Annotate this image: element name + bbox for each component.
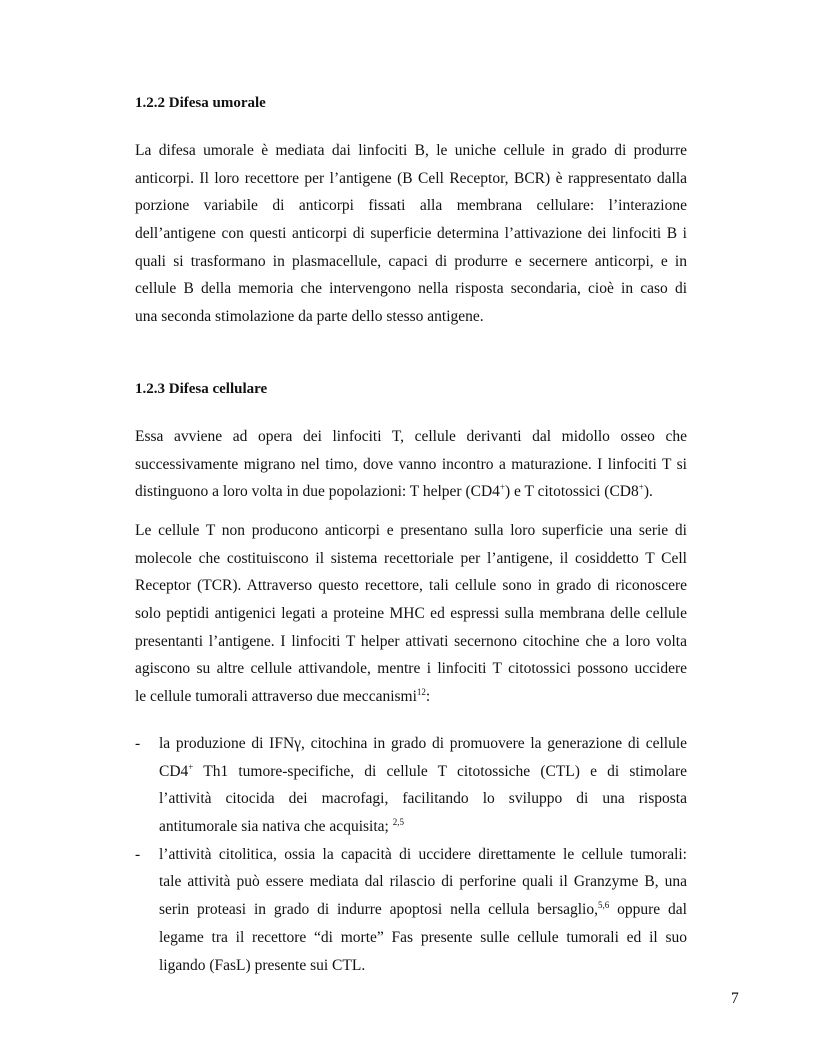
list-item-text: [159, 841, 687, 979]
cellular-paragraph-1: [135, 423, 687, 506]
section-heading-cellular: 1.2.3 Difesa cellulare: [135, 381, 268, 397]
text-line: cellule B della memoria che intervengono nella risposta secondaria, cioè in caso di: [135, 280, 687, 298]
text-line: l’attività citolitica, ossia la capacità di uccidere direttamente le cellule tumorali:: [159, 845, 687, 863]
humoral-paragraph: [135, 137, 687, 331]
section-heading-humoral: 1.2.2 Difesa umorale: [135, 95, 266, 111]
text-line: successivamente migrano nel timo, dove vanno incontro a maturazione. I linfociti T si: [135, 455, 687, 473]
text-line: distinguono a loro volta in due popolazioni: T helper (CD4+) e T citotossici (CD8+).: [135, 482, 653, 501]
text-line: le cellule tumorali attraverso due meccanismi$^{12}$:: [135, 687, 431, 706]
text-line: antitumorale sia nativa che acquisita; $^{2,5}$: [159, 817, 404, 836]
text-line: la produzione di IFNγ, citochina in grado di promuovere la generazione di cellule: [159, 735, 687, 752]
text-line: l’attività citocida dei macrofagi, facilitando lo sviluppo di una risposta: [159, 790, 687, 808]
mechanisms-list: [135, 730, 687, 979]
text-line: ligando (FasL) presente sui CTL.: [159, 956, 366, 974]
list-item: [135, 841, 687, 979]
bullet-dash: -: [135, 735, 141, 752]
list-item-text: [159, 730, 687, 841]
text-line: agiscono su altre cellule attivandole, mentre i linfociti T citotossici possono uccidere: [135, 660, 687, 678]
text-line: La difesa umorale è mediata dai linfociti B, le uniche cellule in grado di produrre: [135, 142, 687, 159]
text-line: una seconda stimolazione da parte dello stesso antigene.: [135, 308, 484, 326]
cellular-paragraph-2: [135, 517, 687, 711]
list-item: [135, 730, 687, 841]
text-line: Le cellule T non producono anticorpi e presentano sulla loro superficie una serie di: [135, 522, 687, 539]
text-line: serin proteasi in grado di indurre apoptosi nella cellula bersaglio,$^{5,6}$ oppure dal: [159, 900, 687, 919]
text-line: dell’antigene con questi anticorpi di superficie determina l’attivazione dei linfociti B i: [135, 225, 687, 243]
text-line: tale attività può essere mediata dal rilascio di perforine quali il Granzyme B, una: [159, 873, 687, 891]
text-line: anticorpi. Il loro recettore per l’antigene (B Cell Receptor, BCR) è rappresentato dalla: [135, 169, 687, 187]
text-line: presentanti l’antigene. I linfociti T helper attivati secernono citochine che a loro volta: [135, 632, 687, 650]
text-line: porzione variabile di anticorpi fissati alla membrana cellulare: l’interazione: [135, 197, 687, 215]
text-line: Essa avviene ad opera dei linfociti T, cellule derivanti dal midollo osseo che: [135, 428, 687, 445]
text-line: legame tra il recettore “di morte” Fas presente sulle cellule tumorali ed il suo: [159, 928, 687, 946]
bullet-dash: -: [135, 845, 141, 863]
text-line: solo peptidi antigenici legati a proteine MHC ed espressi sulla membrana delle cellule: [135, 605, 687, 623]
text-line: Receptor (TCR). Attraverso questo recettore, tali cellule sono in grado di riconoscere: [135, 577, 687, 595]
text-line: quali si trasformano in plasmacellule, capaci di produrre e secernere anticorpi, e in: [135, 252, 687, 270]
text-line: CD4+ Th1 tumore-specifiche, di cellule T citotossiche (CTL) e di stimolare: [159, 761, 687, 780]
page-number: 7: [731, 990, 739, 1007]
text-line: molecole che costituiscono il sistema recettoriale per l’antigene, il cosiddetto T Cell: [135, 549, 687, 567]
